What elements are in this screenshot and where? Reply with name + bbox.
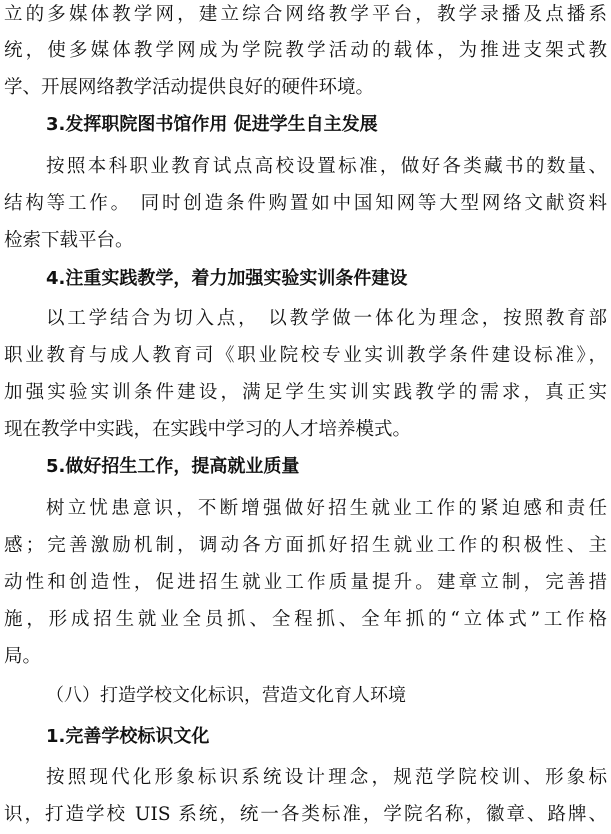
paragraph-line: 按照本科职业教育试点高校设置标准，做好各类藏书的数量、 [46,156,607,177]
paragraph-line: 识，打造学校 UIS 系统，统一各类标准，学院名称，徽章、路牌、 [4,804,607,825]
paragraph-line: 结构等工作。 同时创造条件购置如中国知网等大型网络文献资料 [4,193,607,214]
section-heading-5: 5.做好招生工作，提高就业质量 [46,456,300,477]
section-heading-8: （八）打造学校文化标识，营造文化育人环境 [46,685,406,706]
paragraph-line: 加强实验实训条件建设，满足学生实训实践教学的需求，真正实 [4,382,607,403]
paragraph-line: 立的多媒体教学网，建立综合网络教学平台，教学录播及点播系 [4,4,607,25]
paragraph-line: 感；完善激励机制，调动各方面抓好招生就业工作的积极性、主 [4,535,607,556]
paragraph-line: 按照现代化形象标识系统设计理念，规范学院校训、形象标 [46,767,607,788]
paragraph-line: 施，形成招生就业全员抓、全程抓、全年抓的“立体式”工作格 [4,609,607,630]
paragraph-line: 现在教学中实践，在实践中学习的人才培养模式。 [4,419,412,440]
paragraph-line: 局。 [4,646,42,667]
paragraph-line: 树立忧患意识，不断增强做好招生就业工作的紧迫感和责任 [46,498,607,519]
section-heading-4: 4.注重实践教学，着力加强实验实训条件建设 [46,268,408,289]
section-heading-3: 3.发挥职院图书馆作用 促进学生自主发展 [46,114,378,135]
paragraph-line: 检索下载平台。 [4,230,134,251]
paragraph-line: 学、开展网络教学活动提供良好的硬件环境。 [4,77,375,98]
paragraph-line: 动性和创造性，促进招生就业工作质量提升。建章立制，完善措 [4,572,607,593]
paragraph-line: 职业教育与成人教育司《职业院校专业实训教学条件建设标准》， [4,345,607,366]
paragraph-line: 统，使多媒体教学网成为学院教学活动的载体，为推进支架式教 [4,40,607,61]
paragraph-line: 以工学结合为切入点， 以教学做一体化为理念，按照教育部 [46,308,607,329]
subsection-heading-1: 1.完善学校标识文化 [46,726,210,747]
